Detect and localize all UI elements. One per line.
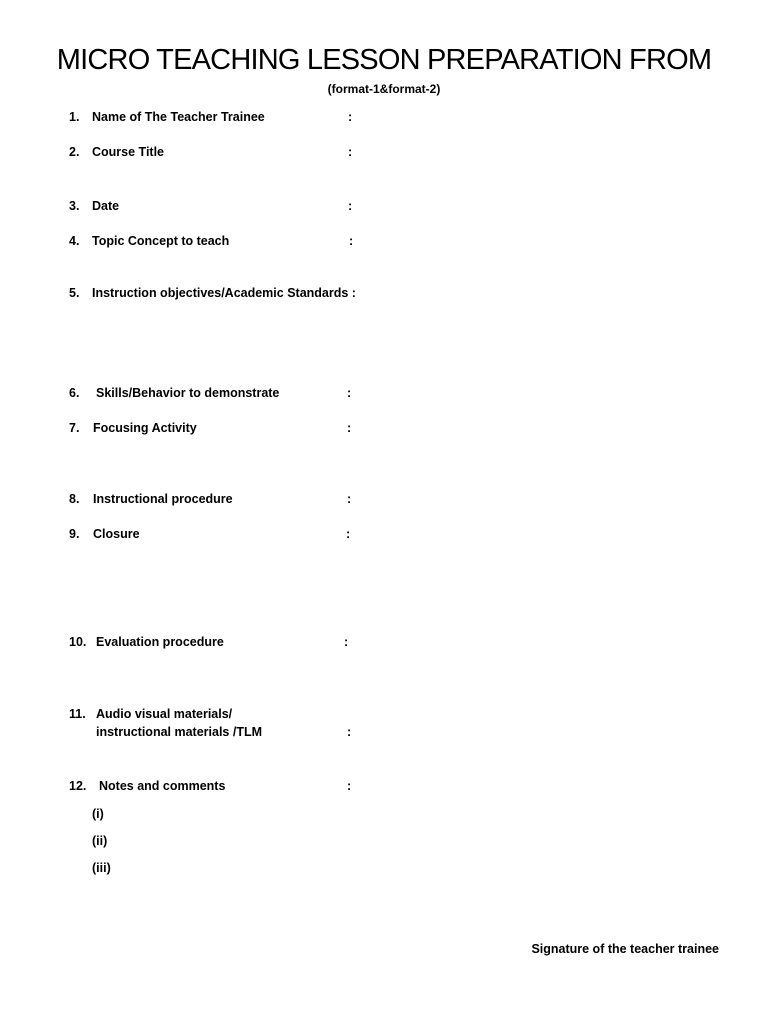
item-colon: :	[347, 725, 352, 739]
page-title: MICRO TEACHING LESSON PREPARATION FROM	[56, 44, 712, 76]
item-colon: :	[348, 199, 353, 213]
item-number: 11.	[69, 707, 86, 721]
item-number: 7.	[69, 421, 80, 435]
signature-label: Signature of the teacher trainee	[531, 942, 719, 956]
item-colon: :	[346, 527, 351, 541]
item-number: 12.	[69, 779, 87, 793]
item-number: 6.	[69, 386, 80, 400]
item-colon: :	[344, 635, 349, 649]
item-label: Notes and comments	[99, 779, 226, 793]
notes-subitem: (ii)	[92, 834, 108, 848]
item-label: Topic Concept to teach	[92, 234, 230, 248]
item-label: Date	[92, 199, 120, 213]
item-number: 9.	[69, 527, 80, 541]
item-colon: :	[349, 234, 354, 248]
item-colon: :	[347, 779, 352, 793]
item-colon: :	[348, 145, 353, 159]
item-number: 1.	[69, 110, 80, 124]
item-label: Instructional procedure	[93, 492, 233, 506]
item-number: 8.	[69, 492, 80, 506]
item-number: 5.	[69, 286, 80, 300]
item-label: Evaluation procedure	[96, 635, 224, 649]
item-label: Audio visual materials/	[96, 707, 233, 721]
item-colon: :	[347, 492, 352, 506]
item-colon: :	[348, 110, 353, 124]
item-colon: :	[347, 421, 352, 435]
item-number: 2.	[69, 145, 80, 159]
item-label: Skills/Behavior to demonstrate	[96, 386, 280, 400]
item-label: Name of The Teacher Trainee	[92, 110, 265, 124]
item-number: 10.	[69, 635, 87, 649]
item-number: 4.	[69, 234, 80, 248]
item-label: Course Title	[92, 145, 165, 159]
item-number: 3.	[69, 199, 80, 213]
notes-subitem: (iii)	[92, 861, 111, 875]
item-label: Focusing Activity	[93, 421, 197, 435]
notes-subitem: (i)	[92, 807, 104, 821]
item-label: Instruction objectives/Academic Standards :	[92, 286, 356, 300]
page-subtitle: (format-1&format-2)	[327, 82, 441, 96]
item-label: Closure	[93, 527, 140, 541]
item-label-continued: instructional materials /TLM	[96, 725, 263, 739]
item-colon: :	[347, 386, 352, 400]
